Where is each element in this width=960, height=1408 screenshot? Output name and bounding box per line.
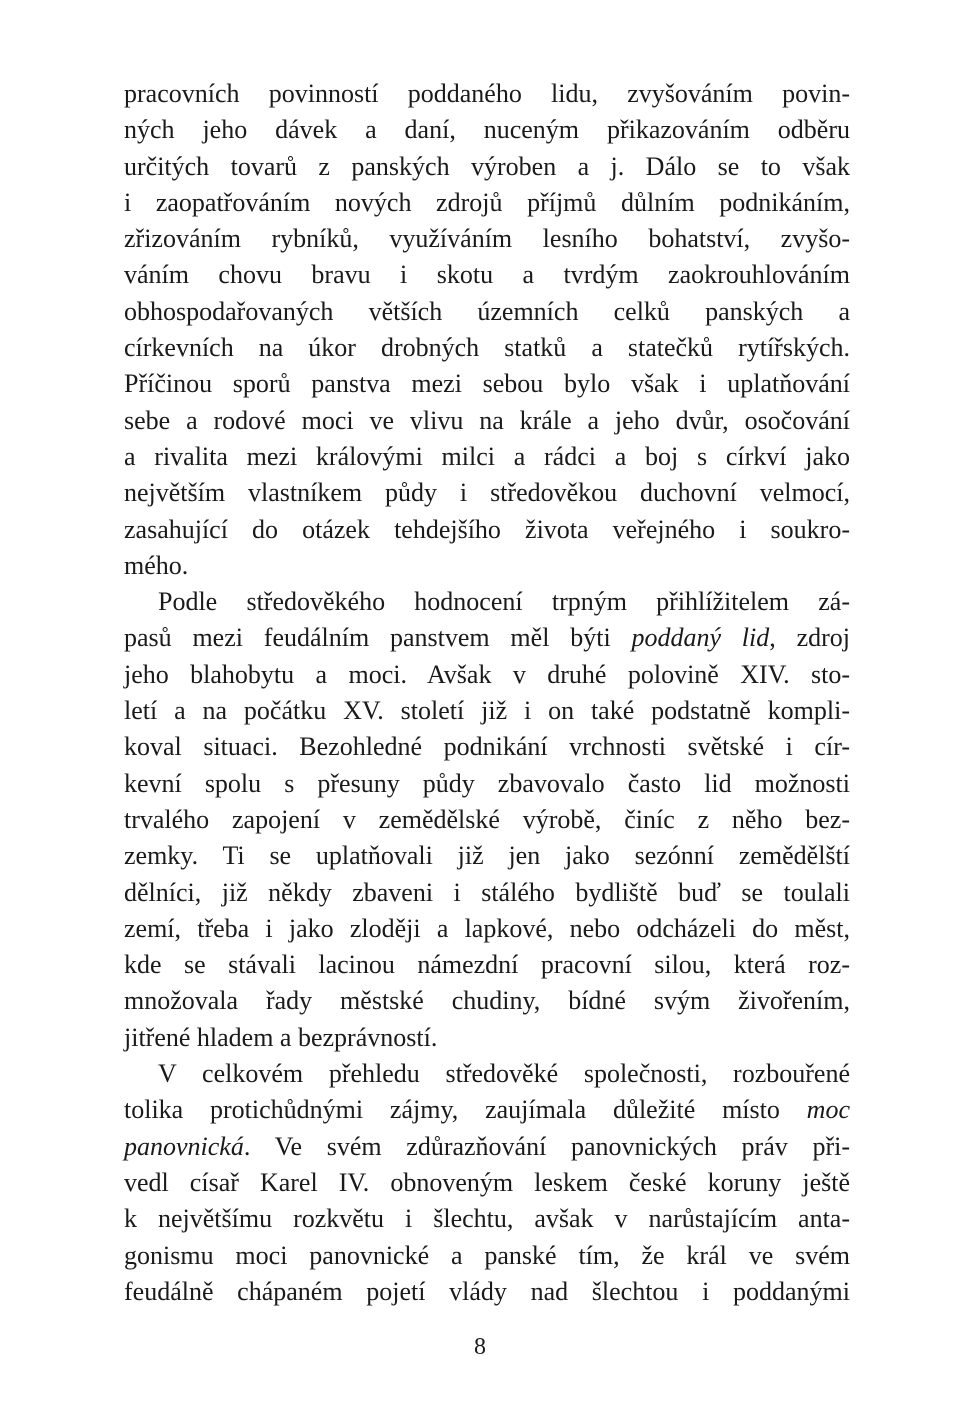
paragraph [124, 76, 850, 584]
text-run: Podle středověkého hodnocení trpným přihlížitelem zá- [158, 587, 850, 617]
text-line [124, 1129, 850, 1165]
italic-phrase: moc [806, 1095, 850, 1125]
text-line [124, 257, 850, 293]
text-line [124, 620, 850, 656]
text-run: jeho blahobytu a moci. Avšak v druhé polovině XIV. sto- [124, 659, 850, 689]
text-run: trvalého zapojení v zemědělské výrobě, činíc z něho bez- [124, 804, 850, 834]
text-run: a rivalita mezi královými milci a rádci a boj s církví jako [124, 441, 850, 471]
text-line [124, 766, 850, 802]
page-number: 8 [474, 1334, 486, 1360]
text-run: obhospodařovaných větších územních celků panských a [124, 296, 850, 326]
text-run: Příčinou sporů panstva mezi sebou bylo však i uplatňování [124, 369, 850, 399]
text-line [124, 512, 850, 548]
text-run: jitřené hladem a bezprávností. [124, 1022, 438, 1052]
text-run: pracovních povinností poddaného lidu, zvyšováním povin- [124, 79, 850, 108]
text-line [124, 802, 850, 838]
text-run: zasahující do otázek tehdejšího života veřejného i soukro- [124, 514, 850, 544]
text-run: zřizováním rybníků, využíváním lesního bohatství, zvyšo- [124, 224, 850, 254]
text-line [124, 729, 850, 765]
text-line [124, 875, 850, 911]
text-line [124, 693, 850, 729]
text-line [124, 221, 850, 257]
text-run: vedl císař Karel IV. obnoveným leskem české koruny ještě [124, 1167, 850, 1197]
text-run: , zdroj [769, 623, 850, 653]
text-line [124, 1020, 850, 1056]
text-run: ných jeho dávek a daní, nuceným přikazováním odběru [124, 115, 850, 145]
text-line [124, 1092, 850, 1128]
text-line [124, 1056, 850, 1092]
text-line [124, 112, 850, 148]
text-run: i zaopatřováním nových zdrojů příjmů důlním podnikáním, [124, 187, 850, 217]
text-line [124, 366, 850, 402]
italic-phrase: panovnická [124, 1131, 244, 1161]
text-run: V celkovém přehledu středověké společnosti, rozbouřené [158, 1059, 850, 1089]
italic-phrase: poddaný lid [631, 623, 770, 653]
text-line [124, 657, 850, 693]
text-run: letí a na počátku XV. století již i on také podstatně kompli- [124, 696, 850, 726]
text-line [124, 838, 850, 874]
text-line [124, 1274, 850, 1310]
text-run: pasů mezi feudálním panstvem měl býti [124, 623, 632, 653]
text-line [124, 1165, 850, 1201]
text-run: církevních na úkor drobných statků a statečků rytířských. [124, 333, 850, 363]
text-run: dělníci, již někdy zbaveni i stálého bydliště buď se toulali [124, 877, 850, 907]
text-line [124, 1238, 850, 1274]
text-run: váním chovu bravu i skotu a tvrdým zaokrouhlováním [124, 260, 850, 290]
paragraph [124, 1056, 850, 1310]
text-line [124, 983, 850, 1019]
text-run: množovala řady městské chudiny, bídné svým živořením, [124, 986, 850, 1016]
text-run: mého. [124, 550, 189, 580]
text-run: . Ve svém zdůrazňování panovnických práv při- [243, 1131, 850, 1161]
text-run: tolika protichůdnými zájmy, zaujímala důležité místo [124, 1095, 807, 1125]
text-line [124, 149, 850, 185]
paragraph [124, 584, 850, 1056]
text-line [124, 403, 850, 439]
text-run: gonismu moci panovnické a panské tím, že král ve svém [124, 1240, 850, 1270]
text-run: k největšímu rozkvětu i šlechtu, avšak v narůstajícím anta- [124, 1204, 850, 1234]
text-line [124, 475, 850, 511]
text-run: největším vlastníkem půdy i středověkou duchovní velmocí, [124, 478, 850, 508]
text-line [124, 548, 850, 584]
text-run: zemky. Ti se uplatňovali již jen jako sezónní zemědělští [124, 841, 850, 871]
text-line [124, 439, 850, 475]
text-run: feudálně chápaném pojetí vlády nad šlechtou i poddanými [124, 1276, 850, 1306]
text-run: koval situaci. Bezohledné podnikání vrchnosti světské i cír- [124, 732, 850, 762]
body-text [124, 76, 850, 1310]
text-run: určitých tovarů z panských výroben a j. Dálo se to však [124, 151, 850, 181]
text-line [124, 584, 850, 620]
text-run: kevní spolu s přesuny půdy zbavovalo často lid možnosti [124, 768, 850, 798]
text-line [124, 1201, 850, 1237]
text-line [124, 947, 850, 983]
text-line [124, 294, 850, 330]
text-line [124, 330, 850, 366]
text-line [124, 185, 850, 221]
text-line [124, 911, 850, 947]
text-run: sebe a rodové moci ve vlivu na krále a jeho dvůr, osočování [124, 405, 850, 435]
text-run: zemí, třeba i jako zloději a lapkové, nebo odcházeli do měst, [124, 913, 850, 943]
text-run: kde se stávali lacinou námezdní pracovní silou, která roz- [124, 950, 850, 980]
text-line [124, 76, 850, 112]
